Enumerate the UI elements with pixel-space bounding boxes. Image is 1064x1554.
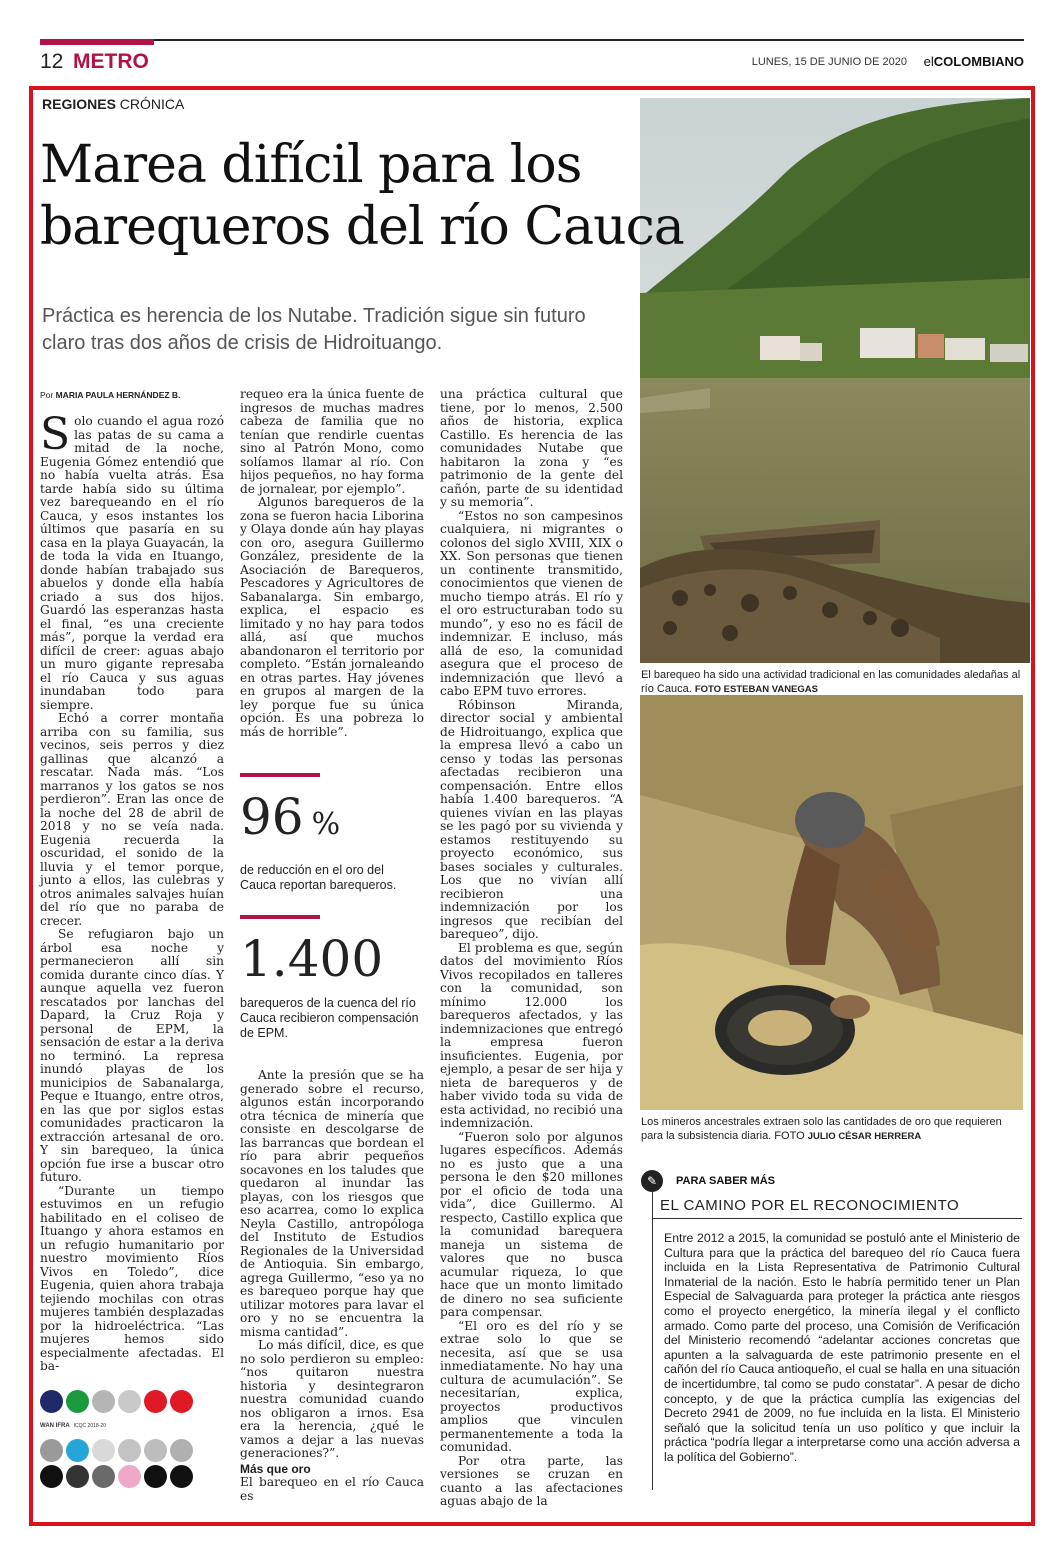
paragraph: “Estos no son campesinos cualquiera, ni migrantes o colonos del siglo XVIII, XIX o XX. Son personas que tienen un continente transmitido, conocimientos que vienen de mucho tiempo atrás. El río y el oro estructuraban todo su mundo”, y eso no es fácil de indemnizar. E incluso, más allá de eso, la comunidad asegura que el proceso de indemnización que llevó a cabo EPM tuvo errores. — [440, 508, 623, 698]
logo-name: COLOMBIANO — [933, 54, 1024, 69]
newspaper-logo — [924, 54, 1024, 69]
page-number: 12 — [40, 50, 64, 73]
section-tag — [42, 96, 184, 112]
section-tag-sub: CRÓNICA — [115, 96, 185, 112]
color-swatch — [170, 1465, 193, 1488]
stat-value: 96 — [240, 788, 304, 846]
paragraph: requeo era la única fuente de ingresos de muchas madres cabeza de familia que no tenían que rendirle cuentas sino al Patrón Mono, como solíamos llamar al río. Con hijos pequeños, no hay forma de jornalear, por ejemplo”. — [240, 387, 424, 496]
color-swatch — [40, 1465, 63, 1488]
info-box-rule — [652, 1218, 1022, 1219]
color-swatch — [92, 1439, 115, 1462]
paragraph — [40, 409, 224, 712]
color-swatch — [66, 1465, 89, 1488]
stat-rule-2 — [240, 915, 320, 919]
paragraph: El barequeo en el río Cauca es — [240, 1475, 424, 1503]
byline-prefix: Por — [40, 390, 56, 400]
article-column-3 — [440, 388, 623, 1509]
river-photo-caption — [641, 668, 1026, 697]
river-caption-text: El barequeo ha sido una actividad tradicional en las comunidades aledañas al río Cauca. — [641, 669, 1021, 695]
color-swatch — [118, 1390, 141, 1413]
headline-line-1: Marea difícil para los — [40, 135, 582, 195]
paragraph: El problema es que, según datos del movimiento Ríos Vivos recopilados en talleres con la comunidad, son mínimo 12.000 los barequeros afectados, y las indemnizaciones que entregó la empresa fueron insuficientes. Eugenia, por ejemplo, a pesar de ser hija y nieta de barequeros y de haber vivido toda su vida de esta actividad, no recibió una indemnización. — [440, 940, 623, 1130]
stat-number-1 — [240, 790, 340, 852]
header-accent-rule — [40, 39, 154, 45]
color-swatch — [118, 1465, 141, 1488]
headline — [40, 134, 800, 258]
color-swatch — [92, 1390, 115, 1413]
color-swatch — [66, 1390, 89, 1413]
section-name: METRO — [73, 50, 149, 73]
paragraph: “El oro es del río y se extrae solo lo que se necesita, así que se usa inmediatamente. No hay una cultura de acumulación”. Se necesitarían, explica, proyectos productivos amplios que vinculen permanentemente a toda la comunidad. — [440, 1318, 623, 1454]
info-box-rule-vertical — [652, 1192, 653, 1490]
miner-caption-text: Los mineros ancestrales extraen solo las cantidades de oro que requieren para la subsistencia diaria. FOTO — [641, 1116, 1002, 1142]
paragraph: Róbinson Miranda, director social y ambiental de Hidroituango, explica que la empresa llevó a cabo un censo y todas las personas afectadas recibieron una compensación. Entre ellos había 1.400 barequeros. “A quienes vivían en las playas se les pagó por su vivienda y estamos restituyendo su proyecto económico, sus bases sociales y culturales. Los que no vivían allí recibieron una indemnización por los ingresos que recibían del barequeo”, dijo. — [440, 697, 623, 941]
byline — [40, 390, 180, 400]
byline-author: MARIA PAULA HERNÁNDEZ B. — [55, 390, 181, 400]
article-column-1 — [40, 409, 224, 1374]
color-swatch — [170, 1439, 193, 1462]
stat-unit: % — [311, 807, 341, 842]
logo-prefix: el — [923, 54, 934, 69]
color-swatch — [144, 1465, 167, 1488]
info-box-body: Entre 2012 a 2015, la comunidad se postuló ante el Ministerio de Cultura para que la práctica del barequeo del río Cauca fuera incluida en la Lista Representativa de Patrimonio Cultural Inmaterial de la nación. Esto le habría permitido tener un Plan Especial de Salvaguarda para proteger la práctica ante riesgos como el proyecto energético, la minería ilegal y el conflicto armado. Como parte del proceso, una Comisión de Verificación del Ministerio recomendó “adelantar acciones concretas que apunten a la salvaguarda de este patrimonio presente en el cañón del río Cauca antioqueño, el cual se halla en una situación de incertidumbre, tal como se pudo constatar”. A pesar de dicho concepto, y de que la práctica cumplía las exigencias del Decreto 2941 de 2009, no fue incluida en la lista. El Ministerio señaló que la solicitud tenía un uso político y que incluir la práctica “podría llegar a interpretarse como una acción adversa a la política del Gobierno”. — [664, 1231, 1020, 1464]
stat-value: 1.400 — [240, 930, 384, 988]
section-tag-main: REGIONES — [42, 96, 116, 112]
miner-photo-credit: JULIO CÉSAR HERRERA — [807, 1131, 922, 1142]
header-rule — [40, 39, 1024, 41]
calibration-brand: WAN IFRA — [40, 1423, 70, 1429]
stat-number-2 — [240, 932, 383, 986]
paragraph: “Fueron solo por algunos lugares específicos. Además no es justo que a una persona le den $20 millones por el oficio de toda una vida”, dice Guillermo. Al respecto, Castillo explica que la comunidad barequera maneja un sistema de valores que no busca acumular riqueza, lo que hace que un monto limitado de dinero no sea suficiente para compensar. — [440, 1129, 623, 1319]
paragraph-text: olo cuando el agua rozó las patas de su cama a mitad de la noche, Eugenia Gómez entendió que no había vuelta atrás. Esa tarde había sido su última vez barequeando en el río Cauca, y esos instantes los últimos que pasaría en su casa en la playa Guayacán, la de toda la vida en Ituango, donde habían trabajado sus abuelos y donde ella había criado a sus dos hijos. Guardó las esperanzas hasta el final, “es una creciente más”, porque la verdad era difícil de creer: aguas abajo un muro gigante represaba el río Cauca y sus aguas inundaban todo para siempre. — [40, 414, 224, 712]
info-box-title: EL CAMINO POR EL RECONOCIMIENTO — [660, 1197, 960, 1214]
article-column-2-bottom — [240, 1069, 424, 1503]
miner-photo-caption — [641, 1115, 1026, 1144]
river-photo-credit: FOTO ESTEBAN VANEGAS — [694, 684, 818, 695]
paragraph: Ante la presión que se ha generado sobre el recurso, algunos están incorporando otra técnica de minería que consiste en descolgarse de las barrancas que bordean el río para abrir pequeños socavones en los taludes que quedaron al inundar las playas, con los riesgos que eso acarrea, como lo explica Neyla Castillo, antropóloga del Instituto de Estudios Regionales de la Universidad de Antioquia. Sin embargo, agrega Guillermo, “eso ya no es barequeo porque hay que utilizar motores para lavar el oro y no se encuentra la misma cantidad”. — [240, 1068, 424, 1339]
headline-line-2: barequeros del río Cauca — [40, 197, 684, 257]
paragraph: Se refugiaron bajo un árbol esa noche y permanecieron allí sin comida durante cinco días. Y aunque aquella vez fueron rescatados por lanchas del Dapard, la Cruz Roja y personal de EPM, la sensación de estar a la deriva no terminó. La represa inundó playas de los municipios de Sabanalarga, Peque e Ituango, entre otros, en las que por siglos estas comunidades practicaron la extracción artesanal de oro. Y sin barequeo, la única opción fue irse a buscar otro futuro. — [40, 927, 224, 1184]
subheading: Práctica es herencia de los Nutabe. Tradición sigue sin futuro claro tras dos años de crisis de Hidroituango. — [42, 305, 586, 354]
color-swatch — [92, 1465, 115, 1488]
issue-date: LUNES, 15 DE JUNIO DE 2020 — [751, 56, 907, 68]
color-swatch — [66, 1439, 89, 1462]
paragraph: Por otra parte, las versiones se cruzan en cuanto a las afectaciones aguas abajo de la — [440, 1453, 623, 1508]
article-column-2-top — [240, 388, 424, 739]
color-swatch — [40, 1390, 63, 1413]
swatch-row — [40, 1390, 230, 1413]
color-swatch — [144, 1439, 167, 1462]
article-subhead: Más que oro — [240, 1461, 311, 1476]
paragraph: Algunos barequeros de la zona se fueron hacia Liborina y Olaya donde aún hay playas con oro, asegura Guillermo González, presidente de la Asociación de Barequeros, Pescadores y Agricultores de Sabanalarga. Sin embargo, explica, el espacio es limitado y no hay para todos allá, así que muchos abandonaron el territorio por completo. “Están jornaleando en otras partes. Hay jóvenes en grupos al margen de la ley porque fue su única opción. Es una pobreza lo más de horrible”. — [240, 495, 424, 739]
paragraph: una práctica cultural que tiene, por lo menos, 2.500 años de historia, explica Castillo. Es herencia de las comunidades Nutabe que habitaron la zona y “es patrimonio de la gente del cañón, parte de su identidad y su memoria”. — [440, 387, 623, 509]
calibration-label — [40, 1416, 230, 1436]
color-calibration-target — [40, 1390, 230, 1515]
color-swatch — [118, 1439, 141, 1462]
drop-cap: S — [40, 409, 71, 460]
stat-rule-1 — [240, 773, 320, 777]
color-swatch — [170, 1390, 193, 1413]
swatch-row — [40, 1465, 230, 1488]
stat-description-1: de reducción en el oro del Cauca reportan barequeros. — [240, 863, 397, 892]
stat-description-2: barequeros de la cuenca del río Cauca recibieron compensación de EPM. — [240, 996, 419, 1040]
color-swatch — [144, 1390, 167, 1413]
swatch-row — [40, 1439, 230, 1462]
paragraph: Lo más difícil, dice, es que no solo perdieron su empleo: “nos quitaron nuestra historia y desintegraron nuestra comunidad cuando nos obligaron a irnos. Esa era la herencia, ¿qué le vamos a dejar a las nuevas generaciones?”. — [240, 1338, 424, 1460]
miner-photo — [640, 695, 1023, 1110]
pin-icon: ✎ — [641, 1170, 663, 1192]
calibration-code: ICQC 2018-20 — [73, 1423, 106, 1429]
paragraph: “Durante un tiempo estuvimos en un refugio habilitado en el coliseo de Ituango y ahora estamos en un refugio humanitario por nuestro movimiento Ríos Vivos en Toledo”, dice Eugenia, quien ahora trabaja tejiendo mochilas con otras mujeres también desplazadas por la hidroeléctrica. “Las mujeres hemos sido especialmente afectadas. El ba- — [40, 1183, 224, 1373]
paragraph: Echó a correr montaña arriba con su familia, sus vecinos, seis perros y diez gallinas que alcanzó a rescatar. Nada más. “Los marranos y los gatos se nos perdieron”. Eran las once de la noche del 28 de abril de 2018 y no se veía nada. Eugenia recuerda la oscuridad, el sonido de la lluvia y el temor porque, junto a ellos, las culebras y otros animales salvajes huían del río que no paraba de crecer. — [40, 711, 224, 928]
info-box-kicker: PARA SABER MÁS — [676, 1175, 776, 1187]
color-swatch — [40, 1439, 63, 1462]
